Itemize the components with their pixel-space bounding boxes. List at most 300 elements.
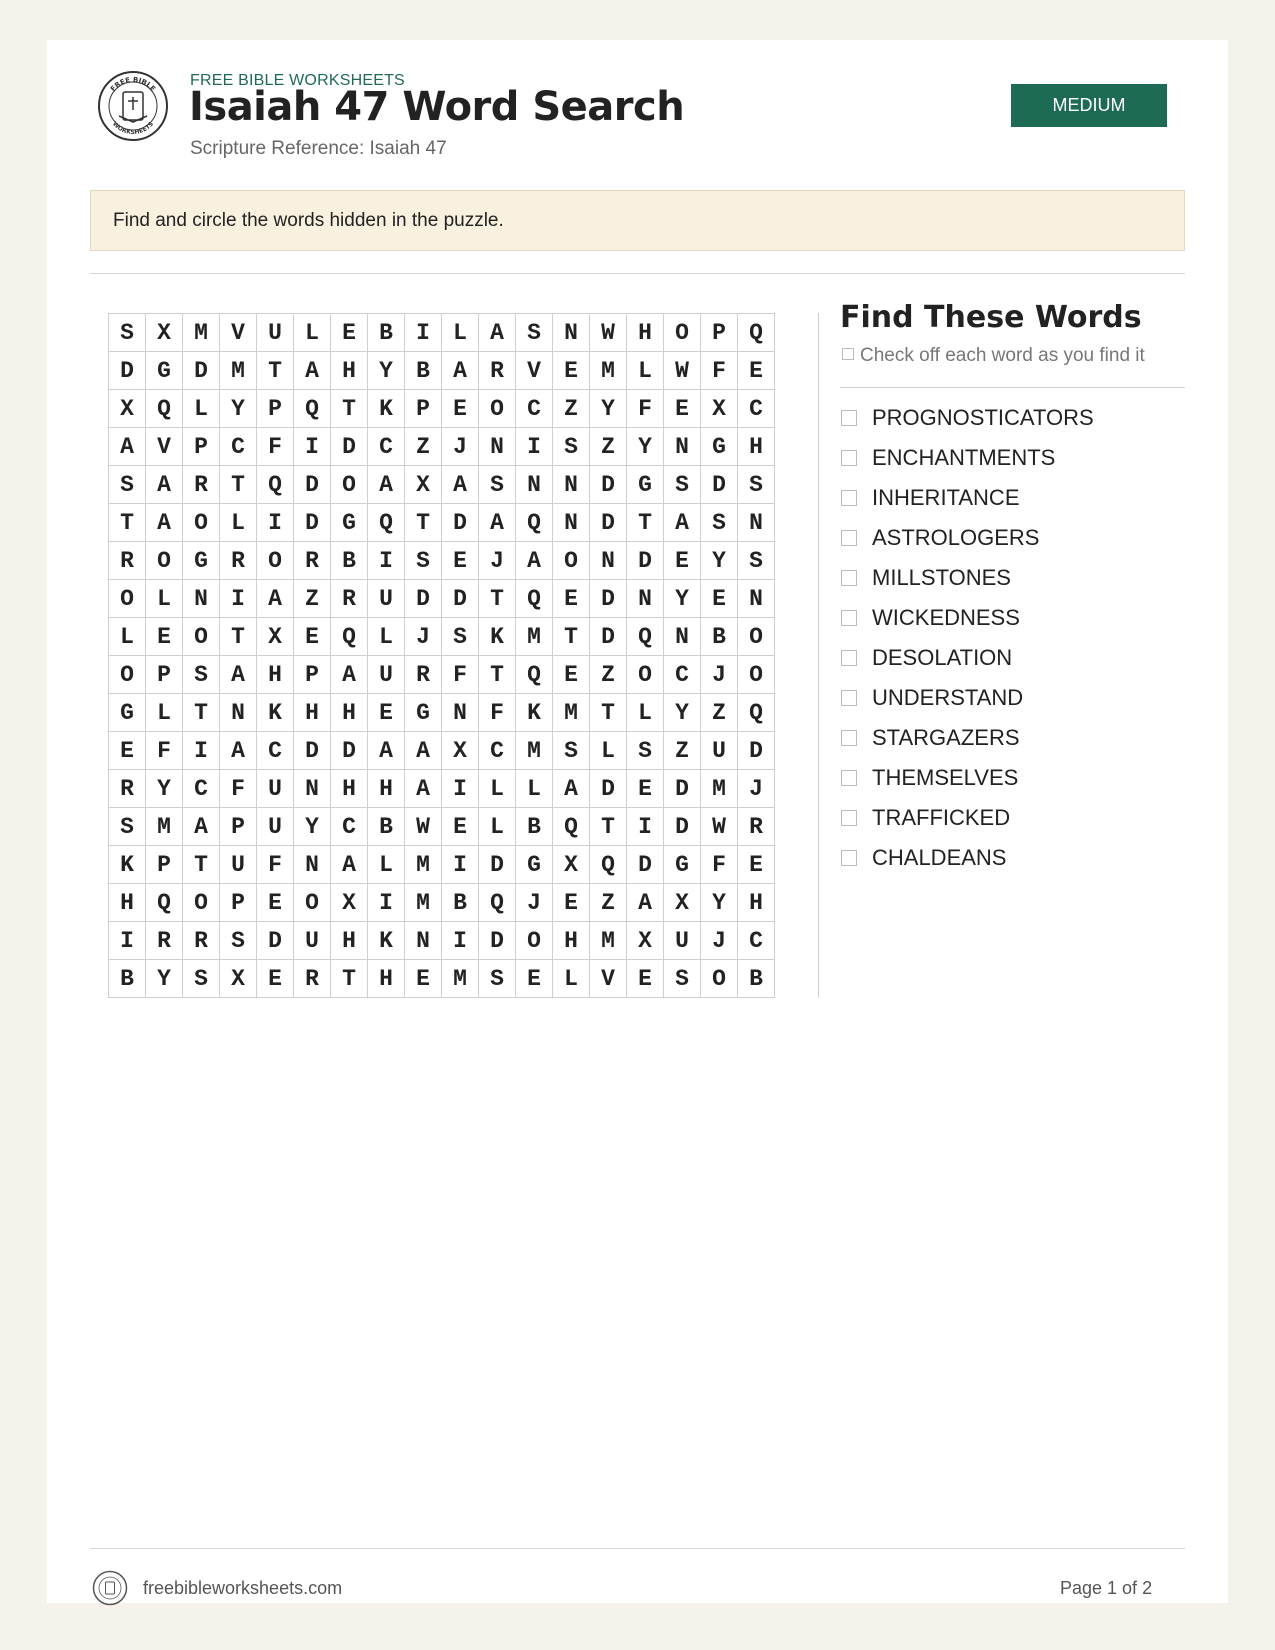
grid-cell[interactable]: W [664, 352, 701, 390]
grid-cell[interactable]: Q [553, 808, 590, 846]
grid-cell[interactable]: M [590, 352, 627, 390]
grid-cell[interactable]: H [738, 884, 775, 922]
grid-cell[interactable]: B [368, 314, 405, 352]
grid-cell[interactable]: E [257, 884, 294, 922]
grid-cell[interactable]: Q [590, 846, 627, 884]
grid-cell[interactable]: P [220, 884, 257, 922]
grid-cell[interactable]: H [331, 352, 368, 390]
grid-cell[interactable]: H [738, 428, 775, 466]
checkbox-icon[interactable] [841, 610, 857, 626]
grid-cell[interactable]: I [183, 732, 220, 770]
grid-cell[interactable]: C [257, 732, 294, 770]
grid-cell[interactable]: E [146, 618, 183, 656]
grid-cell[interactable]: A [442, 466, 479, 504]
grid-cell[interactable]: Y [701, 884, 738, 922]
grid-cell[interactable]: E [701, 580, 738, 618]
grid-cell[interactable]: I [368, 884, 405, 922]
grid-cell[interactable]: M [183, 314, 220, 352]
grid-cell[interactable]: G [109, 694, 146, 732]
grid-cell[interactable]: S [479, 960, 516, 998]
grid-cell[interactable]: C [738, 390, 775, 428]
grid-cell[interactable]: J [701, 656, 738, 694]
grid-cell[interactable]: K [479, 618, 516, 656]
grid-cell[interactable]: S [553, 732, 590, 770]
checkbox-icon[interactable] [841, 690, 857, 706]
grid-cell[interactable]: S [553, 428, 590, 466]
grid-cell[interactable]: H [331, 694, 368, 732]
grid-cell[interactable]: N [738, 504, 775, 542]
grid-cell[interactable]: C [738, 922, 775, 960]
grid-cell[interactable]: D [109, 352, 146, 390]
grid-cell[interactable]: B [405, 352, 442, 390]
grid-cell[interactable]: U [220, 846, 257, 884]
grid-cell[interactable]: X [109, 390, 146, 428]
grid-cell[interactable]: G [183, 542, 220, 580]
grid-cell[interactable]: U [257, 770, 294, 808]
grid-cell[interactable]: N [553, 466, 590, 504]
grid-cell[interactable]: O [553, 542, 590, 580]
grid-cell[interactable]: S [109, 314, 146, 352]
grid-cell[interactable]: D [331, 428, 368, 466]
grid-cell[interactable]: D [627, 542, 664, 580]
grid-cell[interactable]: R [294, 542, 331, 580]
grid-cell[interactable]: C [479, 732, 516, 770]
grid-cell[interactable]: S [516, 314, 553, 352]
grid-cell[interactable]: S [109, 466, 146, 504]
grid-cell[interactable]: L [109, 618, 146, 656]
grid-cell[interactable]: N [183, 580, 220, 618]
grid-cell[interactable]: R [331, 580, 368, 618]
grid-cell[interactable]: M [516, 618, 553, 656]
grid-cell[interactable]: Q [479, 884, 516, 922]
grid-cell[interactable]: D [590, 618, 627, 656]
grid-cell[interactable]: T [479, 656, 516, 694]
grid-cell[interactable]: P [294, 656, 331, 694]
grid-cell[interactable]: F [701, 352, 738, 390]
grid-cell[interactable]: T [479, 580, 516, 618]
grid-cell[interactable]: Y [664, 694, 701, 732]
grid-cell[interactable]: E [553, 352, 590, 390]
grid-cell[interactable]: S [442, 618, 479, 656]
grid-cell[interactable]: S [738, 542, 775, 580]
grid-cell[interactable]: D [257, 922, 294, 960]
grid-cell[interactable]: Q [257, 466, 294, 504]
grid-cell[interactable]: V [220, 314, 257, 352]
grid-cell[interactable]: H [553, 922, 590, 960]
grid-cell[interactable]: J [516, 884, 553, 922]
grid-cell[interactable]: O [331, 466, 368, 504]
grid-cell[interactable]: Q [627, 618, 664, 656]
grid-cell[interactable]: X [257, 618, 294, 656]
grid-cell[interactable]: G [405, 694, 442, 732]
grid-cell[interactable]: M [442, 960, 479, 998]
grid-cell[interactable]: I [294, 428, 331, 466]
grid-cell[interactable]: Y [627, 428, 664, 466]
word-item[interactable] [840, 438, 1094, 478]
checkbox-icon[interactable] [841, 770, 857, 786]
grid-cell[interactable]: B [331, 542, 368, 580]
grid-cell[interactable]: U [368, 580, 405, 618]
grid-cell[interactable]: D [405, 580, 442, 618]
grid-cell[interactable]: E [553, 884, 590, 922]
grid-cell[interactable]: O [257, 542, 294, 580]
grid-cell[interactable]: Y [368, 352, 405, 390]
grid-cell[interactable]: Z [553, 390, 590, 428]
grid-cell[interactable]: G [331, 504, 368, 542]
grid-cell[interactable]: M [405, 846, 442, 884]
grid-cell[interactable]: N [516, 466, 553, 504]
grid-cell[interactable]: H [627, 314, 664, 352]
grid-cell[interactable]: F [442, 656, 479, 694]
grid-cell[interactable]: E [405, 960, 442, 998]
grid-cell[interactable]: Q [516, 580, 553, 618]
grid-cell[interactable]: R [146, 922, 183, 960]
grid-cell[interactable]: I [442, 846, 479, 884]
grid-cell[interactable]: E [442, 808, 479, 846]
grid-cell[interactable]: T [553, 618, 590, 656]
grid-cell[interactable]: A [146, 466, 183, 504]
grid-cell[interactable]: V [516, 352, 553, 390]
grid-cell[interactable]: R [738, 808, 775, 846]
grid-cell[interactable]: I [368, 542, 405, 580]
grid-cell[interactable]: O [183, 504, 220, 542]
grid-cell[interactable]: A [220, 732, 257, 770]
grid-cell[interactable]: D [738, 732, 775, 770]
grid-cell[interactable]: Z [590, 656, 627, 694]
grid-cell[interactable]: L [479, 770, 516, 808]
grid-cell[interactable]: D [294, 504, 331, 542]
grid-cell[interactable]: N [553, 504, 590, 542]
grid-cell[interactable]: E [368, 694, 405, 732]
grid-cell[interactable]: F [257, 846, 294, 884]
grid-cell[interactable]: V [590, 960, 627, 998]
grid-cell[interactable]: B [516, 808, 553, 846]
grid-cell[interactable]: C [220, 428, 257, 466]
grid-cell[interactable]: I [257, 504, 294, 542]
grid-cell[interactable]: L [368, 846, 405, 884]
grid-cell[interactable]: O [183, 618, 220, 656]
grid-cell[interactable]: A [331, 846, 368, 884]
grid-cell[interactable]: A [220, 656, 257, 694]
grid-cell[interactable]: A [109, 428, 146, 466]
grid-cell[interactable]: Q [146, 390, 183, 428]
grid-cell[interactable]: A [627, 884, 664, 922]
grid-cell[interactable]: B [442, 884, 479, 922]
grid-cell[interactable]: H [368, 960, 405, 998]
grid-cell[interactable]: R [183, 922, 220, 960]
grid-cell[interactable]: H [331, 770, 368, 808]
grid-cell[interactable]: O [294, 884, 331, 922]
grid-cell[interactable]: Z [701, 694, 738, 732]
grid-cell[interactable]: A [405, 732, 442, 770]
grid-cell[interactable]: L [627, 694, 664, 732]
grid-cell[interactable]: M [516, 732, 553, 770]
grid-cell[interactable]: D [442, 580, 479, 618]
grid-cell[interactable]: T [183, 694, 220, 732]
grid-cell[interactable]: Z [405, 428, 442, 466]
grid-cell[interactable]: L [516, 770, 553, 808]
grid-cell[interactable]: Y [590, 390, 627, 428]
checkbox-icon[interactable] [841, 650, 857, 666]
checkbox-icon[interactable] [841, 810, 857, 826]
grid-cell[interactable]: P [257, 390, 294, 428]
grid-cell[interactable]: R [109, 542, 146, 580]
grid-cell[interactable]: L [553, 960, 590, 998]
checkbox-icon[interactable] [841, 450, 857, 466]
grid-cell[interactable]: U [701, 732, 738, 770]
grid-cell[interactable]: D [627, 846, 664, 884]
grid-cell[interactable]: O [146, 542, 183, 580]
grid-cell[interactable]: T [627, 504, 664, 542]
grid-cell[interactable]: T [183, 846, 220, 884]
grid-cell[interactable]: S [183, 960, 220, 998]
grid-cell[interactable]: T [257, 352, 294, 390]
grid-cell[interactable]: X [664, 884, 701, 922]
grid-cell[interactable]: A [331, 656, 368, 694]
grid-cell[interactable]: S [479, 466, 516, 504]
grid-cell[interactable]: X [627, 922, 664, 960]
grid-cell[interactable]: K [368, 922, 405, 960]
grid-cell[interactable]: N [479, 428, 516, 466]
word-item[interactable] [840, 678, 1094, 718]
grid-cell[interactable]: I [405, 314, 442, 352]
grid-cell[interactable]: I [627, 808, 664, 846]
grid-cell[interactable]: F [146, 732, 183, 770]
grid-cell[interactable]: A [146, 504, 183, 542]
grid-cell[interactable]: R [220, 542, 257, 580]
grid-cell[interactable]: J [405, 618, 442, 656]
grid-cell[interactable]: C [368, 428, 405, 466]
grid-cell[interactable]: Y [664, 580, 701, 618]
grid-cell[interactable]: L [220, 504, 257, 542]
checkbox-icon[interactable] [841, 570, 857, 586]
grid-cell[interactable]: L [183, 390, 220, 428]
grid-cell[interactable]: A [664, 504, 701, 542]
grid-cell[interactable]: E [738, 352, 775, 390]
grid-cell[interactable]: A [479, 314, 516, 352]
grid-cell[interactable]: X [146, 314, 183, 352]
grid-cell[interactable]: Q [368, 504, 405, 542]
grid-cell[interactable]: Q [516, 656, 553, 694]
grid-cell[interactable]: H [294, 694, 331, 732]
grid-cell[interactable]: B [109, 960, 146, 998]
grid-cell[interactable]: C [664, 656, 701, 694]
grid-cell[interactable]: T [331, 960, 368, 998]
grid-cell[interactable]: T [109, 504, 146, 542]
grid-cell[interactable]: I [516, 428, 553, 466]
grid-cell[interactable]: O [701, 960, 738, 998]
grid-cell[interactable]: E [442, 390, 479, 428]
grid-cell[interactable]: A [479, 504, 516, 542]
grid-cell[interactable]: T [590, 808, 627, 846]
grid-cell[interactable]: D [590, 580, 627, 618]
grid-cell[interactable]: Y [220, 390, 257, 428]
word-item[interactable] [840, 798, 1094, 838]
grid-cell[interactable]: B [701, 618, 738, 656]
grid-cell[interactable]: Y [146, 960, 183, 998]
grid-cell[interactable]: L [479, 808, 516, 846]
grid-cell[interactable]: S [109, 808, 146, 846]
grid-cell[interactable]: A [294, 352, 331, 390]
grid-cell[interactable]: Z [664, 732, 701, 770]
grid-cell[interactable]: O [183, 884, 220, 922]
grid-cell[interactable]: K [257, 694, 294, 732]
grid-cell[interactable]: N [405, 922, 442, 960]
grid-cell[interactable]: H [368, 770, 405, 808]
grid-cell[interactable]: M [405, 884, 442, 922]
grid-cell[interactable]: W [405, 808, 442, 846]
grid-cell[interactable]: D [701, 466, 738, 504]
grid-cell[interactable]: B [368, 808, 405, 846]
checkbox-icon[interactable] [841, 530, 857, 546]
word-item[interactable] [840, 838, 1094, 878]
grid-cell[interactable]: C [331, 808, 368, 846]
grid-cell[interactable]: D [442, 504, 479, 542]
grid-cell[interactable]: U [257, 808, 294, 846]
grid-cell[interactable]: R [109, 770, 146, 808]
grid-cell[interactable]: Y [701, 542, 738, 580]
grid-cell[interactable]: I [220, 580, 257, 618]
grid-cell[interactable]: A [442, 352, 479, 390]
checkbox-icon[interactable] [841, 730, 857, 746]
word-item[interactable] [840, 718, 1094, 758]
grid-cell[interactable]: L [442, 314, 479, 352]
word-item[interactable] [840, 558, 1094, 598]
grid-cell[interactable]: N [738, 580, 775, 618]
grid-cell[interactable]: I [442, 922, 479, 960]
grid-cell[interactable]: G [664, 846, 701, 884]
grid-cell[interactable]: R [183, 466, 220, 504]
grid-cell[interactable]: E [664, 390, 701, 428]
grid-cell[interactable]: D [183, 352, 220, 390]
grid-cell[interactable]: D [664, 808, 701, 846]
grid-cell[interactable]: J [701, 922, 738, 960]
grid-cell[interactable]: J [442, 428, 479, 466]
grid-cell[interactable]: W [701, 808, 738, 846]
grid-cell[interactable]: A [405, 770, 442, 808]
grid-cell[interactable]: J [479, 542, 516, 580]
grid-cell[interactable]: L [368, 618, 405, 656]
grid-cell[interactable]: N [664, 428, 701, 466]
grid-cell[interactable]: E [738, 846, 775, 884]
grid-cell[interactable]: A [516, 542, 553, 580]
grid-cell[interactable]: Q [516, 504, 553, 542]
grid-cell[interactable]: O [109, 656, 146, 694]
grid-cell[interactable]: I [442, 770, 479, 808]
grid-cell[interactable]: O [109, 580, 146, 618]
grid-cell[interactable]: E [627, 960, 664, 998]
grid-cell[interactable]: X [553, 846, 590, 884]
grid-cell[interactable]: O [738, 618, 775, 656]
grid-cell[interactable]: R [294, 960, 331, 998]
grid-cell[interactable]: S [701, 504, 738, 542]
grid-cell[interactable]: N [294, 846, 331, 884]
word-item[interactable] [840, 518, 1094, 558]
grid-cell[interactable]: E [553, 656, 590, 694]
grid-cell[interactable]: H [331, 922, 368, 960]
grid-cell[interactable]: M [146, 808, 183, 846]
word-item[interactable] [840, 638, 1094, 678]
grid-cell[interactable]: Q [738, 694, 775, 732]
grid-cell[interactable]: E [516, 960, 553, 998]
grid-cell[interactable]: P [701, 314, 738, 352]
grid-cell[interactable]: M [553, 694, 590, 732]
grid-cell[interactable]: N [627, 580, 664, 618]
grid-cell[interactable]: Q [738, 314, 775, 352]
grid-cell[interactable]: V [146, 428, 183, 466]
grid-cell[interactable]: D [590, 466, 627, 504]
grid-cell[interactable]: E [331, 314, 368, 352]
grid-cell[interactable]: A [553, 770, 590, 808]
grid-cell[interactable]: K [516, 694, 553, 732]
grid-cell[interactable]: Z [590, 884, 627, 922]
grid-cell[interactable]: L [590, 732, 627, 770]
grid-cell[interactable]: S [738, 466, 775, 504]
grid-cell[interactable]: Q [294, 390, 331, 428]
grid-cell[interactable]: Q [331, 618, 368, 656]
grid-cell[interactable]: P [183, 428, 220, 466]
word-search-grid[interactable] [108, 313, 775, 998]
grid-cell[interactable]: A [257, 580, 294, 618]
grid-cell[interactable]: Q [146, 884, 183, 922]
grid-cell[interactable]: J [738, 770, 775, 808]
word-item[interactable] [840, 758, 1094, 798]
grid-cell[interactable]: E [627, 770, 664, 808]
grid-cell[interactable]: F [479, 694, 516, 732]
grid-cell[interactable]: T [331, 390, 368, 428]
grid-cell[interactable]: C [516, 390, 553, 428]
grid-cell[interactable]: S [664, 466, 701, 504]
grid-cell[interactable]: Z [590, 428, 627, 466]
grid-cell[interactable]: X [405, 466, 442, 504]
grid-cell[interactable]: G [146, 352, 183, 390]
grid-cell[interactable]: L [627, 352, 664, 390]
grid-cell[interactable]: D [294, 732, 331, 770]
grid-cell[interactable]: O [516, 922, 553, 960]
grid-cell[interactable]: M [590, 922, 627, 960]
grid-cell[interactable]: P [146, 656, 183, 694]
grid-cell[interactable]: Y [294, 808, 331, 846]
grid-cell[interactable]: T [405, 504, 442, 542]
grid-cell[interactable]: T [220, 466, 257, 504]
grid-cell[interactable]: E [553, 580, 590, 618]
grid-cell[interactable]: L [146, 694, 183, 732]
grid-cell[interactable]: T [590, 694, 627, 732]
grid-cell[interactable]: D [294, 466, 331, 504]
grid-cell[interactable]: S [405, 542, 442, 580]
grid-cell[interactable]: G [701, 428, 738, 466]
grid-cell[interactable]: O [664, 314, 701, 352]
grid-cell[interactable]: O [738, 656, 775, 694]
grid-cell[interactable]: S [183, 656, 220, 694]
grid-cell[interactable]: L [146, 580, 183, 618]
grid-cell[interactable]: B [738, 960, 775, 998]
grid-cell[interactable]: A [368, 732, 405, 770]
grid-cell[interactable]: N [664, 618, 701, 656]
grid-cell[interactable]: X [442, 732, 479, 770]
grid-cell[interactable]: D [590, 504, 627, 542]
grid-cell[interactable]: N [553, 314, 590, 352]
grid-cell[interactable]: M [701, 770, 738, 808]
grid-cell[interactable]: K [368, 390, 405, 428]
grid-cell[interactable]: Y [146, 770, 183, 808]
grid-cell[interactable]: A [368, 466, 405, 504]
grid-cell[interactable]: P [405, 390, 442, 428]
grid-cell[interactable]: N [220, 694, 257, 732]
grid-cell[interactable]: T [220, 618, 257, 656]
grid-cell[interactable]: O [479, 390, 516, 428]
grid-cell[interactable]: F [257, 428, 294, 466]
